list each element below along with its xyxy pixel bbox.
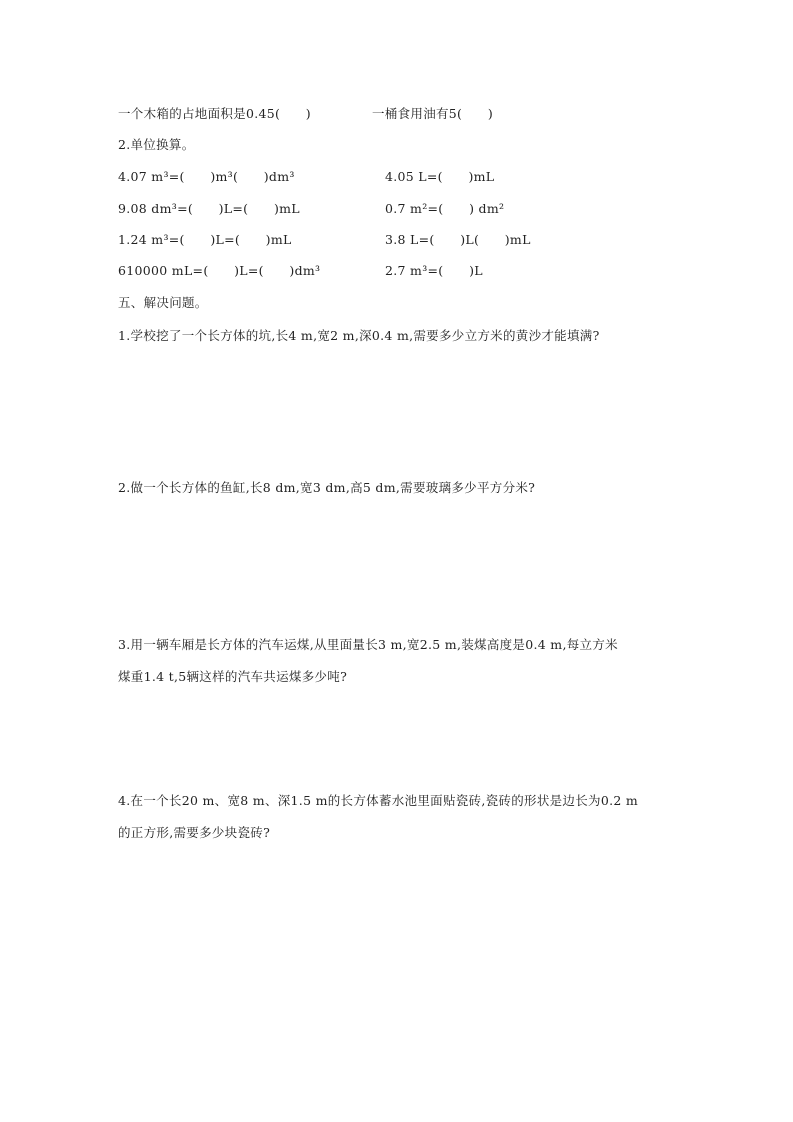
conversion-right-1: 4.05 L=( )mL xyxy=(385,169,495,184)
conversion-left-4: 610000 mL=( )L=( )dm³ xyxy=(118,263,321,278)
section5-title: 五、解决问题。 xyxy=(118,295,208,310)
problem-1-text: 1.学校挖了一个长方体的坑,长4 m,宽2 m,深0.4 m,需要多少立方米的黄沙才能填满? xyxy=(118,328,600,343)
problem-4-line-2: 的正方形,需要多少块瓷砖? xyxy=(118,825,271,840)
problem-3-line-2: 煤重1.4 t,5辆这样的汽车共运煤多少吨? xyxy=(118,669,348,684)
conversion-left-1: 4.07 m³=( )m³( )dm³ xyxy=(118,169,295,184)
top-row-right: 一桶食用油有5( ) xyxy=(372,106,494,121)
conversion-right-3: 3.8 L=( )L( )mL xyxy=(385,232,531,247)
top-row-left: 一个木箱的占地面积是0.45( ) xyxy=(118,106,311,121)
problem-3-line-1: 3.用一辆车厢是长方体的汽车运煤,从里面量长3 m,宽2.5 m,装煤高度是0.4 m,每立方米 xyxy=(118,637,618,652)
conversion-left-2: 9.08 dm³=( )L=( )mL xyxy=(118,201,300,216)
problem-4-line-1: 4.在一个长20 m、宽8 m、深1.5 m的长方体蓄水池里面贴瓷砖,瓷砖的形状是边长为0.2 m xyxy=(118,793,639,808)
section2-title: 2.单位换算。 xyxy=(118,137,195,152)
conversion-right-4: 2.7 m³=( )L xyxy=(385,263,483,278)
problem-2-text: 2.做一个长方体的鱼缸,长8 dm,宽3 dm,高5 dm,需要玻璃多少平方分米? xyxy=(118,480,536,495)
conversion-right-2: 0.7 m²=( ) dm² xyxy=(385,201,505,216)
conversion-left-3: 1.24 m³=( )L=( )mL xyxy=(118,232,292,247)
